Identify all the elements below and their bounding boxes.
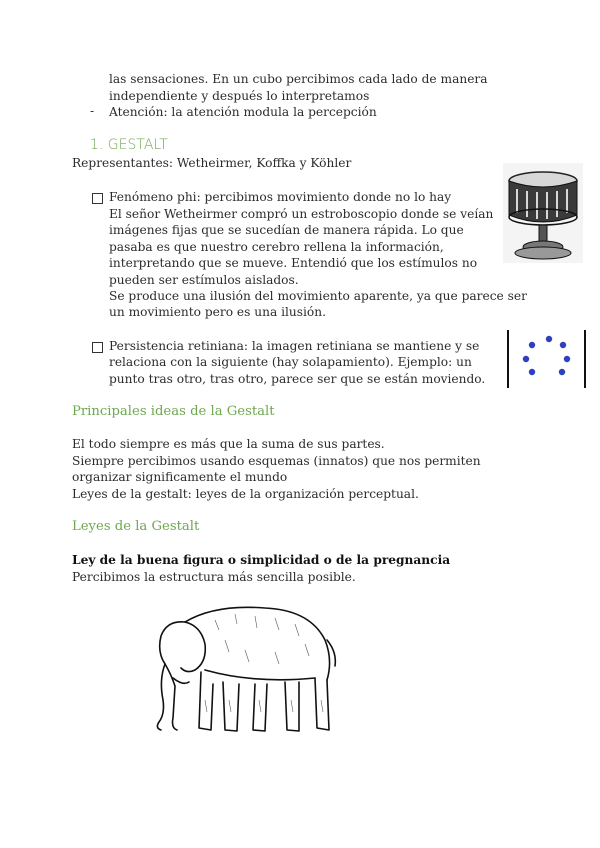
phi-line-3: pasaba es que nuestro cerebro rellena la información,	[109, 240, 444, 254]
attention-bullet: Atención: la atención modula la percepción	[109, 105, 377, 119]
checkbox-persistence[interactable]	[92, 342, 103, 353]
intro-line-2: independiente y después lo interpretamos	[109, 89, 370, 103]
law-text: Percibimos la estructura más sencilla posible.	[72, 570, 356, 584]
phi-line-0: Fenómeno phi: percibimos movimiento donde no lo hay	[109, 190, 452, 204]
representatives: Representantes: Wetheirmer, Koffka y Köhler	[72, 156, 352, 170]
checkbox-phi[interactable]	[92, 193, 103, 204]
dot-circle-image	[505, 328, 590, 390]
elephant-illusion-image	[145, 600, 345, 740]
persistence-line-2: punto tras otro, tras otro, parece ser que se están moviendo.	[109, 372, 486, 386]
phi-line-7: un movimiento pero es una ilusión.	[109, 305, 326, 319]
laws-heading: Leyes de la Gestalt	[72, 519, 200, 534]
principal-heading: Principales ideas de la Gestalt	[72, 404, 275, 419]
persistence-line-1: relaciona con la siguiente (hay solapamiento). Ejemplo: un	[109, 355, 472, 369]
phi-line-5: pueden ser estímulos aislados.	[109, 273, 299, 287]
principal-line-1: Siempre percibimos usando esquemas (innatos) que nos permiten	[72, 454, 481, 468]
phi-line-1: El señor Wetheirmer compró un estroboscopio donde se veían	[109, 207, 494, 221]
intro-line-1: las sensaciones. En un cubo percibimos cada lado de manera	[109, 72, 488, 86]
principal-line-0: El todo siempre es más que la suma de sus partes.	[72, 437, 385, 451]
bullet-dash: -	[90, 104, 95, 118]
principal-line-3: Leyes de la gestalt: leyes de la organización perceptual.	[72, 487, 419, 501]
phi-line-6: Se produce una ilusión del movimiento aparente, ya que parece ser	[109, 289, 527, 303]
phi-line-2: imágenes fijas que se sucedían de manera rápida. Lo que	[109, 223, 464, 237]
gestalt-heading: 1. GESTALT	[90, 137, 168, 153]
zoetrope-image	[503, 163, 583, 263]
principal-line-2: organizar significamente el mundo	[72, 470, 288, 484]
persistence-line-0: Persistencia retiniana: la imagen retiniana se mantiene y se	[109, 339, 480, 353]
phi-line-4: interpretando que se mueve. Entendió que los estímulos no	[109, 256, 478, 270]
law-title: Ley de la buena figura o simplicidad o de la pregnancia	[72, 553, 451, 567]
